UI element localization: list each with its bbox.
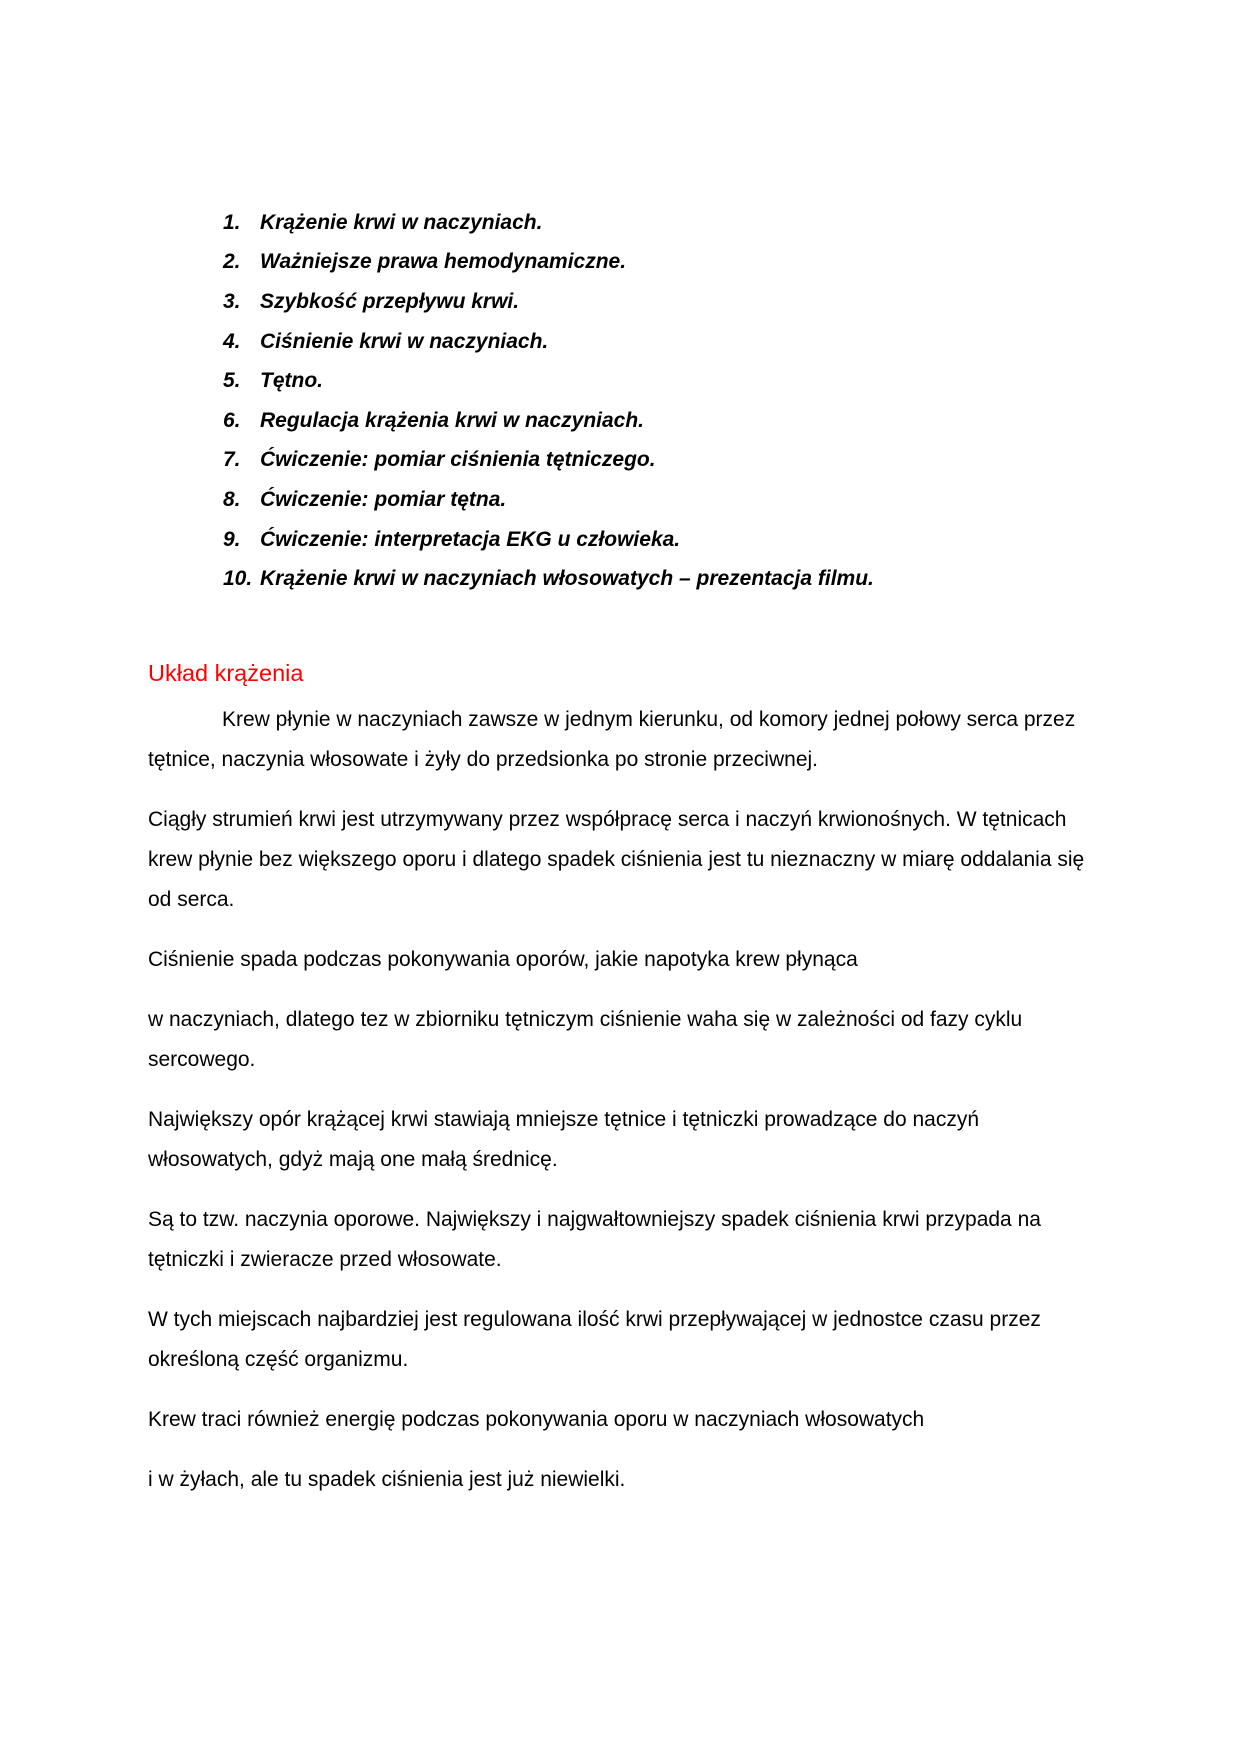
toc-item-number: 10. [223,567,253,591]
body-paragraph: W tych miejscach najbardziej jest regulowana ilość krwi przepływającej w jednostce czasu przez określoną część organizmu. [148,1308,1041,1371]
body-paragraph: Największy opór krążącej krwi stawiają mniejsze tętnice i tętniczki prowadzące do naczyń włosowatych, gdyż mają one małą średnicę. [148,1108,980,1171]
body-paragraph: w naczyniach, dlatego tez w zbiorniku tętniczym ciśnienie waha się w zależności od fazy cyklu sercowego. [148,1008,1023,1071]
section-body [148,700,1108,1520]
toc-item-number: 4. [223,329,241,353]
toc-item [223,441,1123,481]
toc-item [223,282,1123,322]
body-paragraph: Ciągły strumień krwi jest utrzymywany przez współpracę serca i naczyń krwionośnych. W tętnicach krew płynie bez większego oporu i dlatego spadek ciśnienia jest tu nieznaczny w miarę oddalania się od serca. [148,808,1085,911]
body-paragraph: Krew płynie w naczyniach zawsze w jednym kierunku, od komory jednej połowy serca przez tętnice, naczynia włosowate i żyły do przedsionka po stronie przeciwnej. [148,708,1076,771]
body-paragraph: Ciśnienie spada podczas pokonywania oporów, jakie napotyka krew płynąca [148,948,858,971]
toc-item-text: Krążenie krwi w naczyniach włosowatych – prezentacja filmu. [260,567,874,591]
toc-item-number: 3. [223,289,241,313]
toc-item [223,480,1123,520]
toc-item-text: Ćwiczenie: interpretacja EKG u człowieka. [260,527,681,551]
toc-item-number: 1. [223,210,241,234]
toc-item-text: Regulacja krążenia krwi w naczyniach. [260,408,644,432]
body-paragraph: i w żyłach, ale tu spadek ciśnienia jest już niewielki. [148,1468,626,1491]
toc-item [223,243,1123,283]
toc-item-text: Ćwiczenie: pomiar ciśnienia tętniczego. [260,448,656,472]
toc-item-number: 2. [223,250,241,274]
toc-item-text: Ważniejsze prawa hemodynamiczne. [260,250,627,274]
toc-item-number: 8. [223,487,241,511]
body-paragraph: Krew traci również energię podczas pokonywania oporu w naczyniach włosowatych [148,1408,925,1431]
body-paragraph: Są to tzw. naczynia oporowe. Największy i najgwałtowniejszy spadek ciśnienia krwi przypada na tętniczki i zwieracze przed włosowate. [148,1208,1041,1271]
toc-item [223,401,1123,441]
toc-item-text: Tętno. [260,369,323,393]
toc-item-number: 7. [223,448,241,472]
toc-item-number: 9. [223,527,241,551]
toc-item-text: Szybkość przepływu krwi. [260,289,520,313]
toc-item [223,559,1123,599]
toc-item [223,520,1123,560]
toc-item [223,322,1123,362]
table-of-contents [223,203,1123,599]
section-heading: Układ krążenia [148,660,304,686]
toc-item-text: Ciśnienie krwi w naczyniach. [260,329,549,353]
toc-item-text: Krążenie krwi w naczyniach. [260,210,543,234]
toc-item-text: Ćwiczenie: pomiar tętna. [260,487,507,511]
toc-item-number: 6. [223,408,241,432]
toc-item [223,361,1123,401]
toc-item [223,203,1123,243]
toc-item-number: 5. [223,369,241,393]
